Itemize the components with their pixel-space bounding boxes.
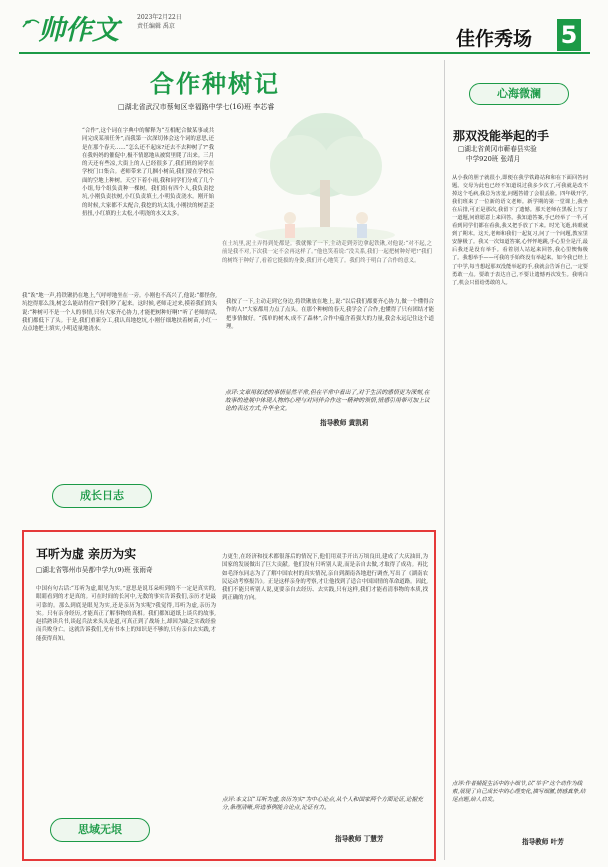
tree-illustration bbox=[230, 100, 420, 250]
main-article-title: 合作种树记 bbox=[150, 69, 280, 98]
side-article-title: 那双没能举起的手 bbox=[453, 129, 550, 143]
side-article-author-line1: □湖北省黄冈市蕲春县实验 bbox=[458, 145, 537, 153]
featured-article-author: □湖北省鄂州市吴都中学九(9)班 张雨奇 bbox=[36, 566, 153, 574]
growth-log-badge: 成长日志 bbox=[52, 484, 152, 508]
side-article-comment: 点评:作者捕捉生活中的小细节,以“举手”这个动作为线索,展现了自己成长中的心理变化,描写细腻,情感真挚,结尾点题,给人启发。 bbox=[452, 781, 586, 803]
main-article-comment: 点评:文章用叙述的事情显然平常,但在平常中看出了,对于生活的感悟更为深刻,在故事的进展中体现人物的心理与对同伴合作这一精神的领悟,情感引用带可加上议论的表达方式,升华全文。 bbox=[225, 390, 430, 412]
thinking-badge: 思域无垠 bbox=[50, 818, 150, 842]
main-article-column-1: “合作”,这个词在字典中的解释为“互相配合做某事或共同完成某项任务”,而我第一次深切体会这个词的意思,还是在那个春天……“怎么还不起床?还去不去种树了?”我在我妈妈的催促中,极不情愿地从被窝里爬了出来。三月的天还有些凉,大街上的人已经很多了,我们班的同学在学校门口集合。老师带来了几捆小树苗,我们要在学校后面的空地上种树。天空下着小雨,我和同学们分成了几个小组,每个组负责种一棵树。我们组有四个人,我负责挖坑,小刚负责扶树,小红负责填土,小明负责浇水。刚开始的时候,大家都不太配合,我挖的坑太浅,小刚扶的树歪歪扭扭,小红填的土太松,小明浇的水又太多。 bbox=[82, 128, 214, 217]
featured-article-teacher: 指导教师 丁慧芳 bbox=[335, 835, 384, 843]
section-title: 佳作秀场 bbox=[456, 28, 533, 50]
main-article-author: □湖北省武汉市蔡甸区幸福路中学七(16)班 李芯睿 bbox=[118, 103, 275, 111]
featured-article-title: 耳听为虚 亲历为实 bbox=[36, 547, 137, 561]
main-article-column-3: 在土坑里,泥土弄得到处都是。我就像了一下,主动走到旁边拿起铁锹,对他说:“对不起,之前是我不对,下次我一定不会再这样了。”他也笑着说:“没关系,我们一起把树种好吧!”我们的树终于种好了,看着它挺拔的身姿,我们开心地笑了。我们终于明白了合作的意义。 bbox=[222, 241, 432, 264]
featured-article-column-1: 中国有句古话:“耳听为虚,眼见为实。”意思是说耳朵听到的不一定是真实的,眼睛看到的才是真的。可在时间的长河中,无数的事实告诉我们,亲历才是最可靠的。那么到底是眼见为实,还是亲历为实呢?我觉得,耳听为虚,亲历为实。只有亲身经历,才能真正了解事物的真相。我们都知道纸上谈兵的故事,赵括熟读兵书,谈起兵法来头头是道,可真正到了战场上,却因为缺乏实战经验而兵败身亡。这就告诉我们,光有书本上的知识是不够的,只有亲自去实践,才能获得真知。 bbox=[36, 586, 216, 642]
featured-article-column-2: 力更生,在经济和技术都很落后的情况下,他们用双手开出万顷良田,建成了大庆油田,为国家的发展做出了巨大贡献。他们没有只听别人说,而是亲自去做,才取得了成功。再比如毛泽东同志为了了解中国农村的真实情况,亲自到湖南各地进行调查,写出了《湖南农民运动考察报告》。正是这样亲身的考察,才让他找到了适合中国国情的革命道路。因此,我们不能只听别人说,更要亲自去经历、去实践,只有这样,我们才能看清事物的本质,找到正确的方向。 bbox=[222, 554, 428, 602]
editor-credit: 责任编辑 禹京 bbox=[137, 23, 175, 30]
main-article-column-4: 我按了一下,主动走到它身边,将铁锹放在地上,说:“以后我们都要齐心协力,做一个懂得合作的人!”大家都用力点了点头。在那个种树的春天,我学会了合作,也懂得了只有团结才能把事情做好。“孤单的树木,成不了森林”,合作中蕴含着强大的力量,我会永远记住这个道理。 bbox=[226, 299, 434, 330]
side-article-teacher: 指导教师 叶芳 bbox=[522, 838, 564, 846]
issue-date: 2023年2月22日 bbox=[137, 14, 182, 21]
side-article-author bbox=[458, 144, 537, 164]
main-article-teacher: 指导教师 黄凯莉 bbox=[320, 419, 369, 427]
main-article-column-2: 我“诶”地一声,将铁锹扔在地上,气呼呼地坐在一旁。小刚也不高兴了,他说:“都怪你,坑挖得那么浅,树怎么能站得住?”我们吵了起来。这时候,老师走过来,摸着我们的头说:“种树可不是一个人的事情,只有大家齐心协力,才能把树种好啊!”听了老师的话,我们都低下了头。于是,我们重新分工,我认真地挖坑,小刚仔细地扶着树苗,小红一点点地把土填实,小明适量地浇水。 bbox=[22, 293, 217, 333]
side-article-author-line2: 中学920班 张靖月 bbox=[466, 155, 521, 163]
featured-article-comment: 点评:本文以“耳听为虚,亲历为实”为中心论点,从个人和国家两个方面论证,论据充分,条理清晰,所选事例能合论点,论证有力。 bbox=[222, 797, 423, 811]
newspaper-logo: 帅作文 bbox=[38, 15, 119, 46]
column-divider bbox=[444, 60, 445, 860]
heart-waves-badge: 心海微澜 bbox=[469, 83, 569, 105]
side-article-body: 从小我的胆子就很小,即便在我学铁路站和和在下面回答问题。交母为此也已经不知道说过我多少次了,可我就是改不掉这个毛病,我总为害羞,问题答错了会很丢脸。四年级开学,我们班来了一位新的语文老师。新学期的第一堂课上,我坐在后排,可正是那次,我留下了遗憾。那天老师在黑板上写了一道题,问谁愿意上来回答。我知道答案,手已经举了一半,可看到同学们都在看我,我又把手放了下来。时光飞逝,转眼就到了期末。这天,老师和我们一起复习,问了一个问题,教室里安静极了。我又一次知道答案,心怦怦地跳,手心里全是汗,最后我还是没有举手。看着别人站起来回答,我心里懊悔极了。我想举手——可我的手始终没有举起来。如今我已经上了中学,每当想起那双没能举起的手,我就会告诉自己,一定要勇敢一点。要敢于表达自己,不要让遗憾再次发生。我明白了,机会只留给勇敢的人。 bbox=[452, 175, 588, 286]
header-rule bbox=[19, 52, 590, 54]
page-number: 5 bbox=[557, 19, 581, 51]
